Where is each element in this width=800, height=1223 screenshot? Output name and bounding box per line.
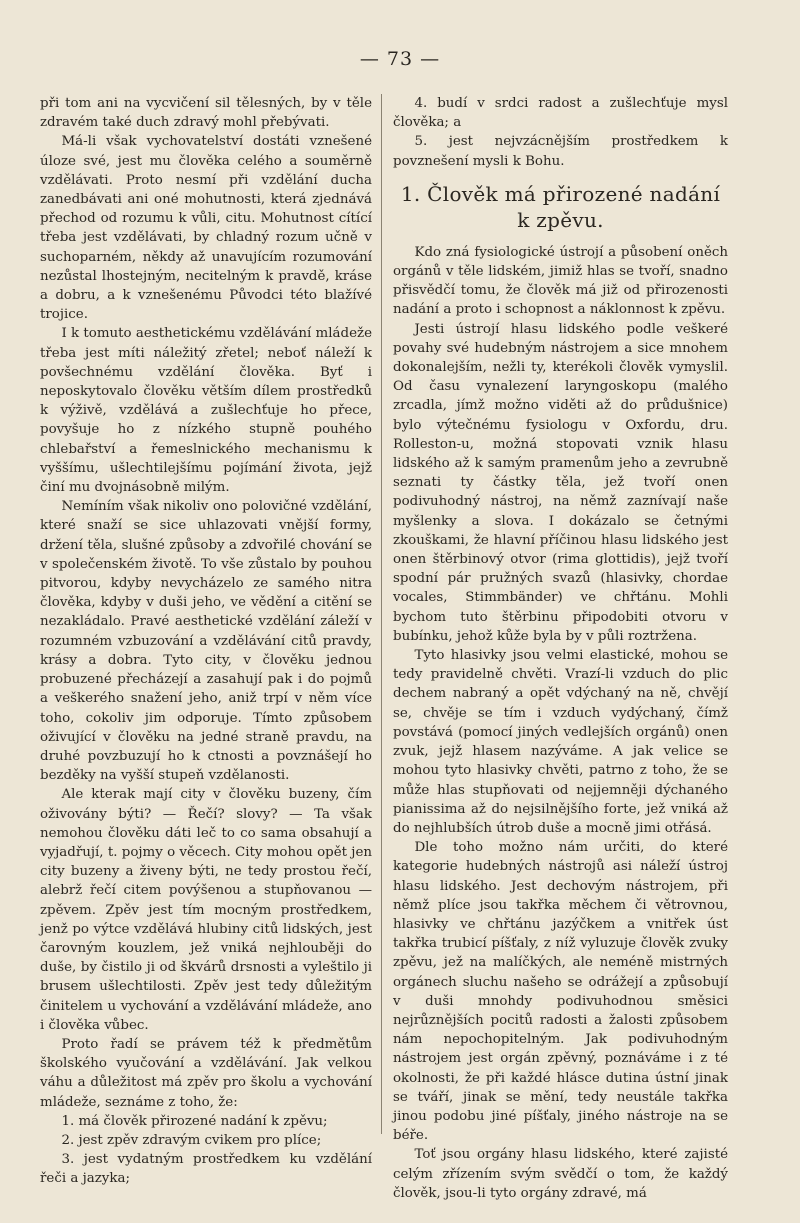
numbered-list: [40, 1112, 372, 1189]
list-item: 2. jest zpěv zdravým cvikem pro plíce;: [61, 1132, 322, 1148]
paragraph: I k tomuto aesthetickému vzdělávání mládeže třeba jest míti náležitý zřetel; neboť náleží k povšechnému vzdělání člověka. Byť i neposkytovalo člověku větším dílem prostředků k výživě, vzdělává a zušlechťuje ho přece, povyšuje ho z nízkého stupně pouhého chlebařství a řemeslnického mechanismu k vyššímu, ušlechtilejšímu pojímání života, jejž činí mu dvojnásobně milým.: [40, 326, 372, 496]
list-item: 5. jest nejvzácnějším prostředkem k povznešení mysli k Bohu.: [393, 134, 728, 169]
numbered-list-continued: [393, 94, 728, 171]
paragraph: Proto řadí se právem též k předmětům školského vyučování a vzdělávání. Jak velkou váhu a důležitost má zpěv pro školu a vychování mládeže, seznáme z toho, že:: [40, 1036, 372, 1110]
paragraph: Nemíním však nikoliv ono polovičné vzdělání, které snaží se sice uhlazovati vnější formy, držení těla, slušné způsoby a zdvořilé chování se v společenském životě. To vše zůstalo by pouhou pitvorou, kdyby nevycházelo ze samého nitra člověka, kdyby v duši jeho, ve vědění a citění se nezakládalo. Pravé aesthetické vzdělání záleží v rozumném vzbuzování a vzdělávání citů pravdy, krásy a dobra. Tyto city, v člověku jednou probuzené přecházejí a zasahují pak i do pojmů a veškerého snažení jeho, aniž trpí v něm více toho, cokoliv jim odporuje. Tímto způsobem oživující v člověku na jedné straně pravdu, na druhé povzbuzují ho k ctnosti a povznášejí ho bezděky na vyšší stupeň vzdělanosti.: [40, 499, 372, 784]
left-column: [40, 94, 372, 1189]
paragraph: Dle toho možno nám určiti, do které kategorie hudebných nástrojů asi náleží ústroj hlasu lidského. Jest dechovým nástrojem, při němž plíce jsou takřka měchem či větrovnou, hlasivky ve chřtánu jazýčkem a vnitřek úst takřka trubicí píšťaly, z níž vyluzuje člověk zvuky zpěvu, jež na malíčkých, ale neméně mistrných orgánech sluchu našeho se odrážejí a způsobují v duši mnohdy podivuhodnou směsici nejrůznějších pocitů radosti a žalosti způsobem nám nepochopitelným. Jak podivuhodným nástrojem jest orgán zpěvný, poznáváme i z té okolnosti, že při každé hlásce dutina ústní jinak se tváří, jinak se mění, tedy neustále takřka jinou podobu jiné píšťaly, jiného nástroje na se béře.: [393, 840, 728, 1144]
section-heading: 1. Člověk má přirozené nadání k zpěvu.: [400, 181, 721, 232]
paragraph: Jesti ústrojí hlasu lidského podle veškeré povahy své hudebným nástrojem a sice mnohem dokonalejším, nežli ty, kterékoli člověk vymyslil. Od času vynalezení laryngoskopu (malého zrcadla, jímž možno viděti až do průdušnice) bylo výtečnému fysiologu v Oxfordu, dru. Rolleston-u, možná stopovati vznik hlasu lidského až k samým pramenům jeho a zevrubně seznati ty částky těla, jež tvoří onen podivuhodný nástroj, na němž zaznívají naše myšlenky a slova. I dokázalo se četnými zkouškami, že hlavní příčinou hlasu lidského jest onen štěrbinový otvor (rima glottidis), jejž tvoří spodní pár pružných svazů (hlasivky, chordae vocales, Stimmbänder) ve chřtánu. Mohli bychom tuto štěrbinu připodobiti otvoru v bubínku, jehož kůže byla by v půli roztržena.: [393, 321, 728, 644]
paragraph: Toť jsou orgány hlasu lidského, které zajisté celým zřízením svým svědčí o tom, že každý člověk, jsou-li tyto orgány zdravé, má: [393, 1147, 728, 1201]
paragraph: při tom ani na vycvičení sil tělesných, by v těle zdravém také duch zdravý mohl přebývati.: [40, 96, 372, 131]
right-column: [393, 94, 728, 1203]
list-item: 3. jest vydatným prostředkem ku vzdělání řeči a jazyka;: [40, 1152, 372, 1187]
paragraph: Tyto hlasivky jsou velmi elastické, mohou se tedy pravidelně chvěti. Vrazí-li vzduch do plic dechem nabraný a opět vdýchaný na ně, chvějí se, chvěje se tím i vzduch vydýchaný, čímž povstává (pomocí jiných vedlejších orgánů) onen zvuk, jejž hlasem nazýváme. A jak velice se mohou tyto hlasivky chvěti, patrno z toho, že se může hlas stupňovati od nejjemněji dýchaného pianissima až do nejsilnějšího forte, jež vniká až do nejhlubších útrob duše a mocně jimi otřásá.: [393, 648, 728, 836]
list-item: 1. má člověk přirozené nadání k zpěvu;: [61, 1113, 328, 1129]
page-number: — 73 —: [359, 48, 441, 70]
paragraph: Kdo zná fysiologické ústrojí a působení oněch orgánů v těle lidském, jimiž hlas se tvoří, snadno přisvědčí tomu, že člověk má již od přirozenosti nadání a proto i schopnost a náklonnost k zpěvu.: [393, 244, 728, 318]
column-divider: [381, 94, 382, 1134]
paragraph: Ale kterak mají city v člověku buzeny, čím oživovány býti? — Řečí? slovy? — Ta však nemohou člověku dáti leč to co sama obsahují a vyjadřují, t. pojmy o věcech. City mohou opět jen city buzeny a živeny býti, ne tedy prostou řečí, alebrž řečí citem povýšenou a stupňovanou — zpěvem. Zpěv jest tím mocným prostředkem, jenž po výtce vzdělává hlubiny citů lidských, jest čarovným kouzlem, jež vniká nejhlouběji do duše, by čistilo ji od škvárů drsnosti a vyleštilo ji brusem ušlechtilosti. Zpěv jest tedy důležitým činitelem u vychování a vzdělávání mládeže, ano i člověka vůbec.: [40, 787, 372, 1033]
list-item: 4. budí v srdci radost a zušlechťuje mysl člověka; a: [393, 96, 728, 131]
paragraph: Má-li však vychovatelství dostáti vznešené úloze své, jest mu člověka celého a souměrně vzdělávati. Proto nesmí při vzdělání ducha zanedbávati ani oné mohutnosti, která zjednává přechod od rozumu k vůli, citu. Mohutnost cítící třeba jest vzdělávati, by chladný rozum učně v suchoparném, někdy až unavujícím rozumování nezůstal lhostejným, necitelným k pravdě, kráse a dobru, a k vznešenému Původci této blažívé trojice.: [40, 134, 372, 323]
